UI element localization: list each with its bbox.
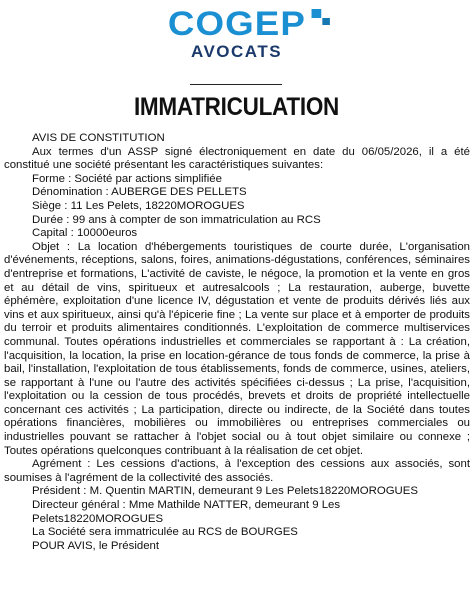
- notice-president: Président : M. Quentin MARTIN, demeurant 9 Les Pelets18220MOROGUES: [32, 485, 418, 498]
- title-divider: [190, 84, 282, 85]
- logo-square-mark-small: [322, 18, 330, 25]
- logo-square-mark: [311, 9, 321, 18]
- notice-denomination: Dénomination : AUBERGE DES PELLETS: [32, 186, 247, 199]
- notice-agrement: Agrément : Les cessions d'actions, à l'exception des cessions aux associés, sont soumises à l'agrément de la collectivité des associés.: [4, 458, 470, 484]
- notice-directeur: Directeur général : Mme Mathilde NATTER, demeurant 9 Les Pelets18220MOROGUES: [32, 499, 341, 525]
- notice-body: [4, 132, 470, 553]
- notice-objet: Objet : La location d'hébergements touristiques de courte durée, L'organisation d'événements, réceptions, salons, foires, animations-dégustations, conférences, séminaires d'entreprise et formations, L'activité de caviste, le négoce, la promotion et la vente en gros et au détail de vins, spiritueux et autresalcools ; La restauration, auberge, buvette éphémère, exploitation d'une licence IV, dégustation et vente de produits dérivés liés aux vins et aux spiritueux, ainsi qu'à l'épicerie fine ; La vente sur place et à emporter de produits du terroir et produits alimentaires conditionnés. L'exploitation de commerce multiservices communal. Toutes opérations industrielles et commerciales se rapportant à : La création, l'acquisition, la location, la prise en location-gérance de tous fonds de commerce, la prise à bail, l'installation, l'exploitation de tous établissements, fonds de commerce, usines, ateliers, se rapportant à l'une ou l'autre des activités spécifiées ci-dessus ; La prise, l'acquisition, l'exploitation ou la cession de tous procédés, brevets et droits de propriété intellectuelle concernant ces activités ; La participation, directe ou indirecte, de la Société dans toutes opérations financières, mobilières ou immobilières ou entreprises commerciales ou industrielles pouvant se rattacher à l'objet social ou à tout objet similaire ou connexe ; Toutes opérations quelconques contribuant à la réalisation de cet objet.: [4, 240, 470, 457]
- notice-rcs: La Société sera immatriculée au RCS de BOURGES: [32, 526, 298, 539]
- notice-signature: POUR AVIS, le Président: [32, 539, 160, 552]
- notice-title: IMMATRICULATION: [133, 93, 340, 121]
- notice-siege: Siège : 11 Les Pelets, 18220MOROGUES: [32, 199, 245, 212]
- cogep-logo: [0, 6, 473, 62]
- logo-brand: COGEP: [167, 6, 305, 42]
- notice-capital: Capital : 10000euros: [32, 227, 138, 240]
- notice-forme: Forme : Société par actions simplifiée: [32, 172, 222, 185]
- notice-heading: AVIS DE CONSTITUTION: [32, 132, 165, 144]
- notice-duree: Durée : 99 ans à compter de son immatriculation au RCS: [32, 213, 321, 226]
- logo-subtitle: AVOCATS: [190, 42, 283, 61]
- notice-intro: Aux termes d'un ASSP signé électroniquement en date du 06/05/2026, il a été constitué une société présentant les caractéristiques suivantes:: [4, 145, 470, 172]
